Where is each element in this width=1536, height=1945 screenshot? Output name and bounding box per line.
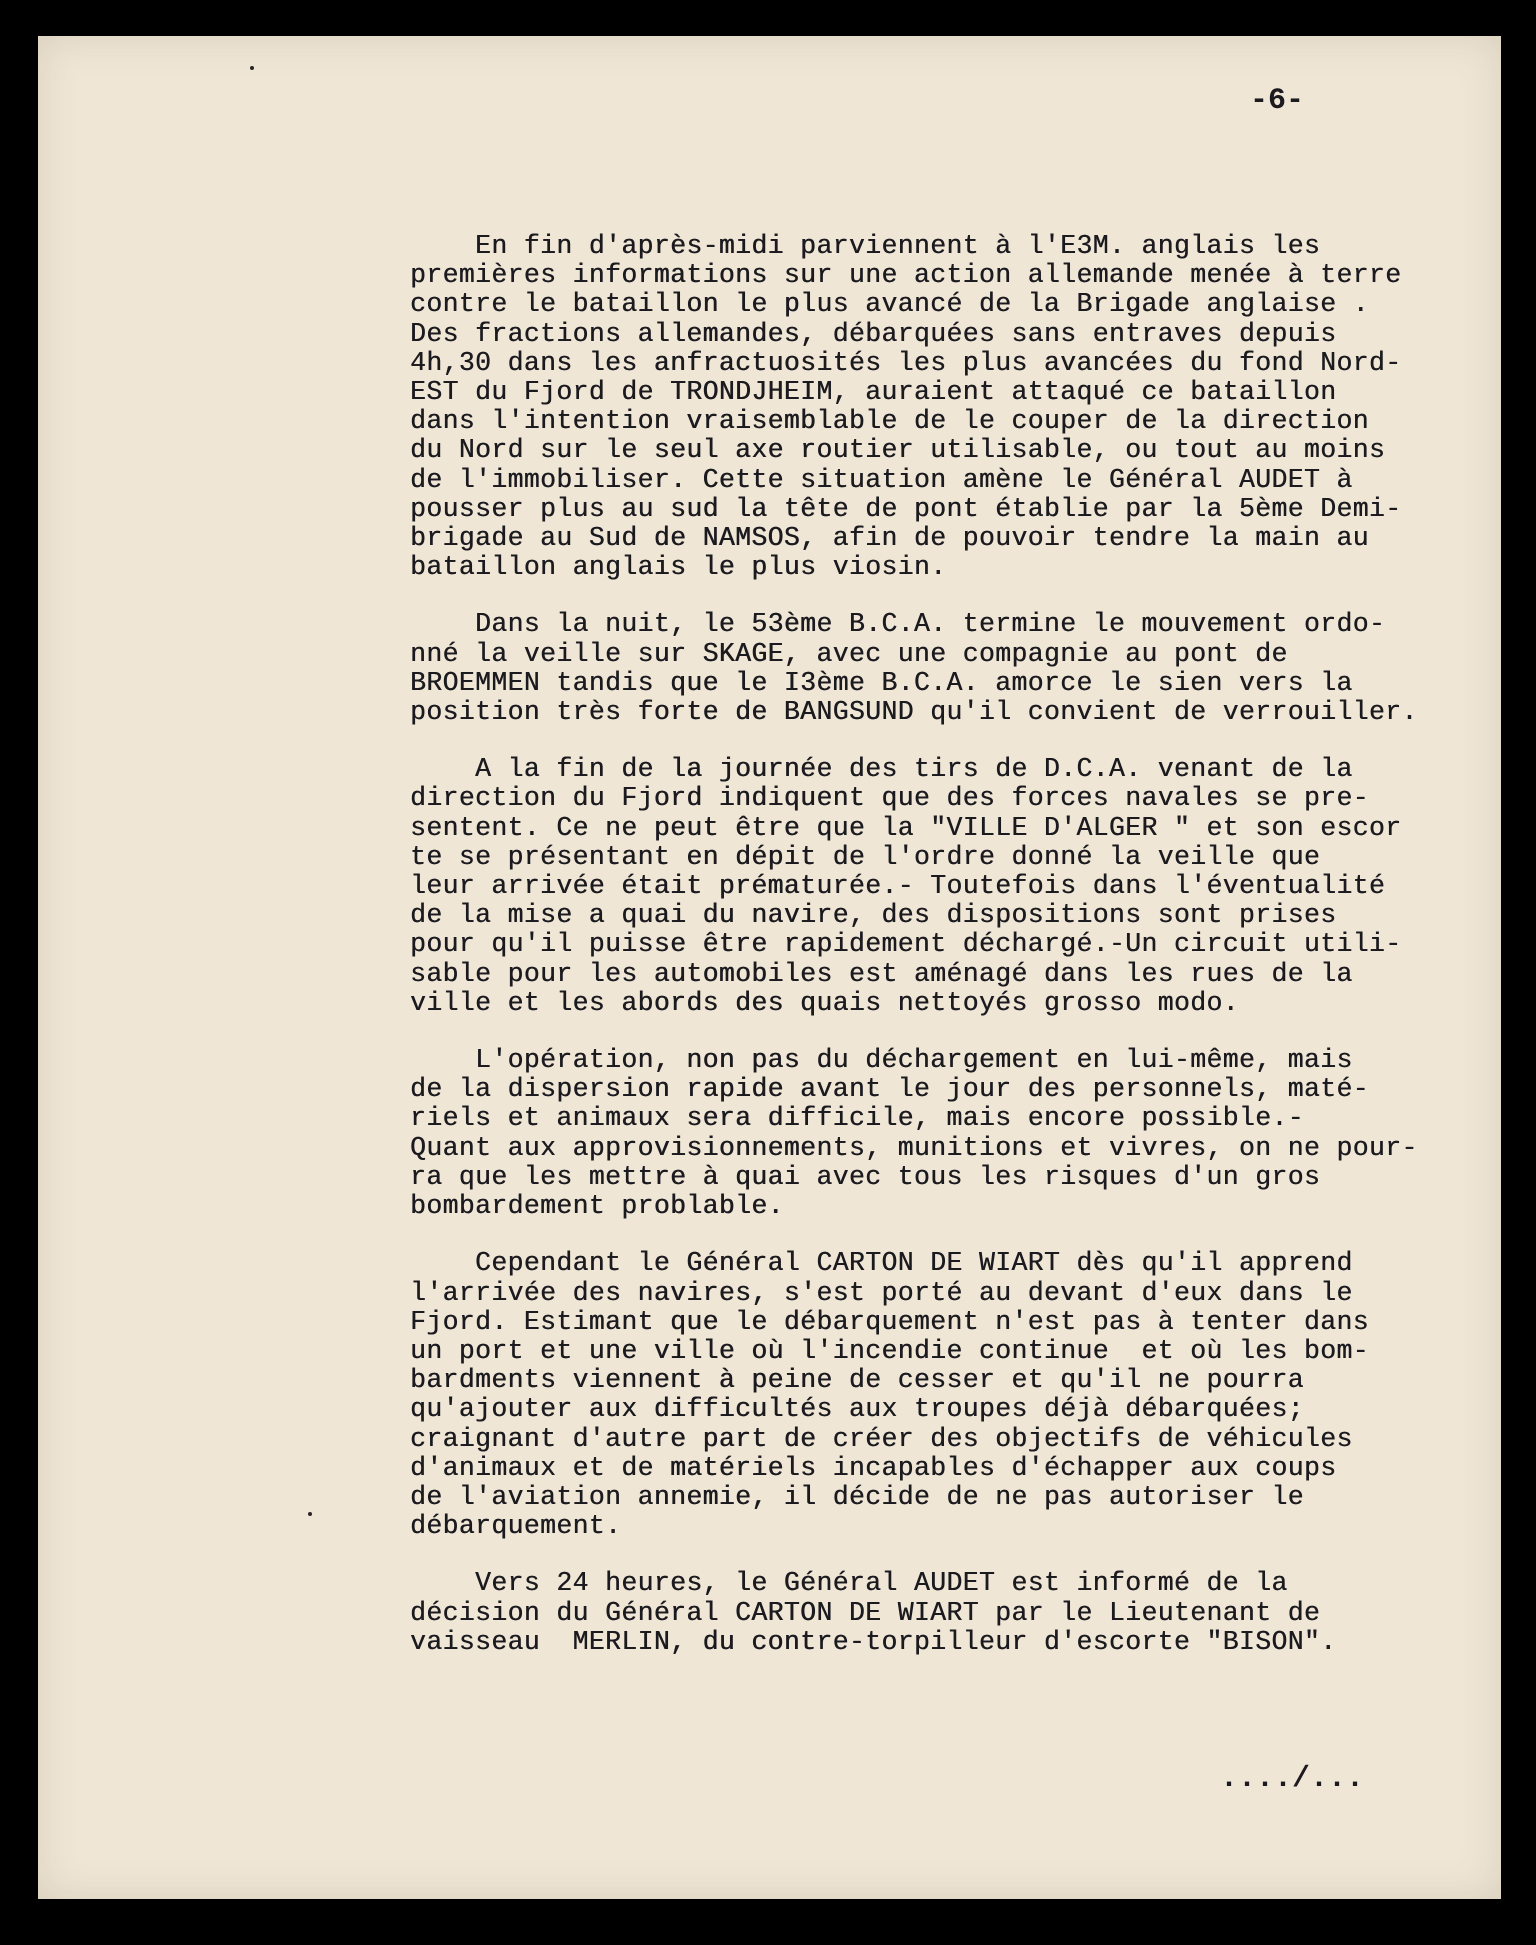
stray-ink-dot <box>250 66 254 70</box>
paragraph <box>410 1046 1490 1221</box>
paragraph <box>410 610 1490 727</box>
text-line: pour qu'il puisse être rapidement déchargé.-Un circuit utili- <box>410 929 1402 960</box>
text-line: bataillon anglais le plus viosin. <box>410 552 947 583</box>
text-line: de l'immobiliser. Cette situation amène le Général AUDET à <box>410 464 1353 495</box>
text-line: de la dispersion rapide avant le jour des personnels, maté- <box>410 1074 1369 1105</box>
text-line: 4h,30 dans les anfractuosités les plus avancées du fond Nord- <box>410 347 1402 378</box>
stray-ink-dot <box>308 1512 312 1516</box>
text-line: de la mise a quai du navire, des dispositions sont prises <box>410 900 1337 931</box>
paragraph <box>410 755 1490 1018</box>
paragraph <box>410 1249 1490 1541</box>
text-line: Fjord. Estimant que le débarquement n'est pas à tenter dans <box>410 1306 1369 1337</box>
text-line: sentent. Ce ne peut être que la "VILLE D'ALGER " et son escor <box>410 812 1402 843</box>
continuation-mark: ..../... <box>1220 1762 1365 1796</box>
text-line: Quant aux approvisionnements, munitions et vivres, on ne pour- <box>410 1132 1418 1163</box>
text-line: EST du Fjord de TRONDJHEIM, auraient attaqué ce bataillon <box>410 377 1337 408</box>
paragraph <box>410 232 1490 582</box>
text-line: Des fractions allemandes, débarquées sans entraves depuis <box>410 318 1337 349</box>
text-line: ra que les mettre à quai avec tous les risques d'un gros <box>410 1161 1321 1192</box>
text-line: un port et une ville où l'incendie continue et où les bom- <box>410 1335 1369 1366</box>
text-line: BROEMMEN tandis que le I3ème B.C.A. amorce le sien vers la <box>410 667 1353 698</box>
text-line: bardments viennent à peine de cesser et qu'il ne pourra <box>410 1365 1304 1396</box>
text-line: Cependant le Général CARTON DE WIART dès qu'il apprend <box>410 1248 1353 1279</box>
text-line: Dans la nuit, le 53ème B.C.A. termine le mouvement ordo- <box>410 609 1386 640</box>
text-line: Vers 24 heures, le Général AUDET est informé de la <box>410 1568 1288 1599</box>
text-line: nné la veille sur SKAGE, avec une compagnie au pont de <box>410 638 1288 669</box>
paragraph <box>410 1569 1490 1657</box>
text-line: L'opération, non pas du déchargement en lui-même, mais <box>410 1045 1353 1076</box>
text-line: contre le bataillon le plus avancé de la Brigade anglaise . <box>410 289 1369 320</box>
text-line: En fin d'après-midi parviennent à l'E3M. anglais les <box>410 231 1321 261</box>
text-line: décision du Général CARTON DE WIART par le Lieutenant de <box>410 1597 1321 1628</box>
text-line: de l'aviation annemie, il décide de ne pas autoriser le <box>410 1481 1304 1512</box>
text-line: craignant d'autre part de créer des objectifs de véhicules <box>410 1423 1353 1454</box>
text-line: brigade au Sud de NAMSOS, afin de pouvoir tendre la main au <box>410 523 1369 554</box>
text-line: pousser plus au sud la tête de pont établie par la 5ème Demi- <box>410 493 1402 524</box>
text-line: position très forte de BANGSUND qu'il convient de verrouiller. <box>410 697 1418 728</box>
text-line: te se présentant en dépit de l'ordre donné la veille que <box>410 841 1321 872</box>
text-line: du Nord sur le seul axe routier utilisable, ou tout au moins <box>410 435 1386 466</box>
text-line: qu'ajouter aux difficultés aux troupes déjà débarquées; <box>410 1394 1304 1425</box>
page-number: -6- <box>1250 84 1305 118</box>
text-line: bombardement problable. <box>410 1191 784 1222</box>
text-line: dans l'intention vraisemblable de le couper de la direction <box>410 406 1369 437</box>
text-line: A la fin de la journée des tirs de D.C.A. venant de la <box>410 754 1353 785</box>
text-line: l'arrivée des navires, s'est porté au devant d'eux dans le <box>410 1277 1353 1308</box>
text-line: leur arrivée était prématurée.- Toutefois dans l'éventualité <box>410 871 1386 902</box>
text-line: d'animaux et de matériels incapables d'échapper aux coups <box>410 1452 1337 1483</box>
text-line: débarquement. <box>410 1511 622 1542</box>
typed-body-text <box>410 232 1490 1685</box>
text-line: vaisseau MERLIN, du contre-torpilleur d'escorte "BISON". <box>410 1626 1337 1657</box>
text-line: ville et les abords des quais nettoyés grosso modo. <box>410 987 1239 1018</box>
text-line: premières informations sur une action allemande menée à terre <box>410 260 1402 291</box>
text-line: sable pour les automobiles est aménagé dans les rues de la <box>410 958 1353 989</box>
text-line: riels et animaux sera difficile, mais encore possible.- <box>410 1103 1304 1134</box>
text-line: direction du Fjord indiquent que des forces navales se pre- <box>410 783 1369 814</box>
